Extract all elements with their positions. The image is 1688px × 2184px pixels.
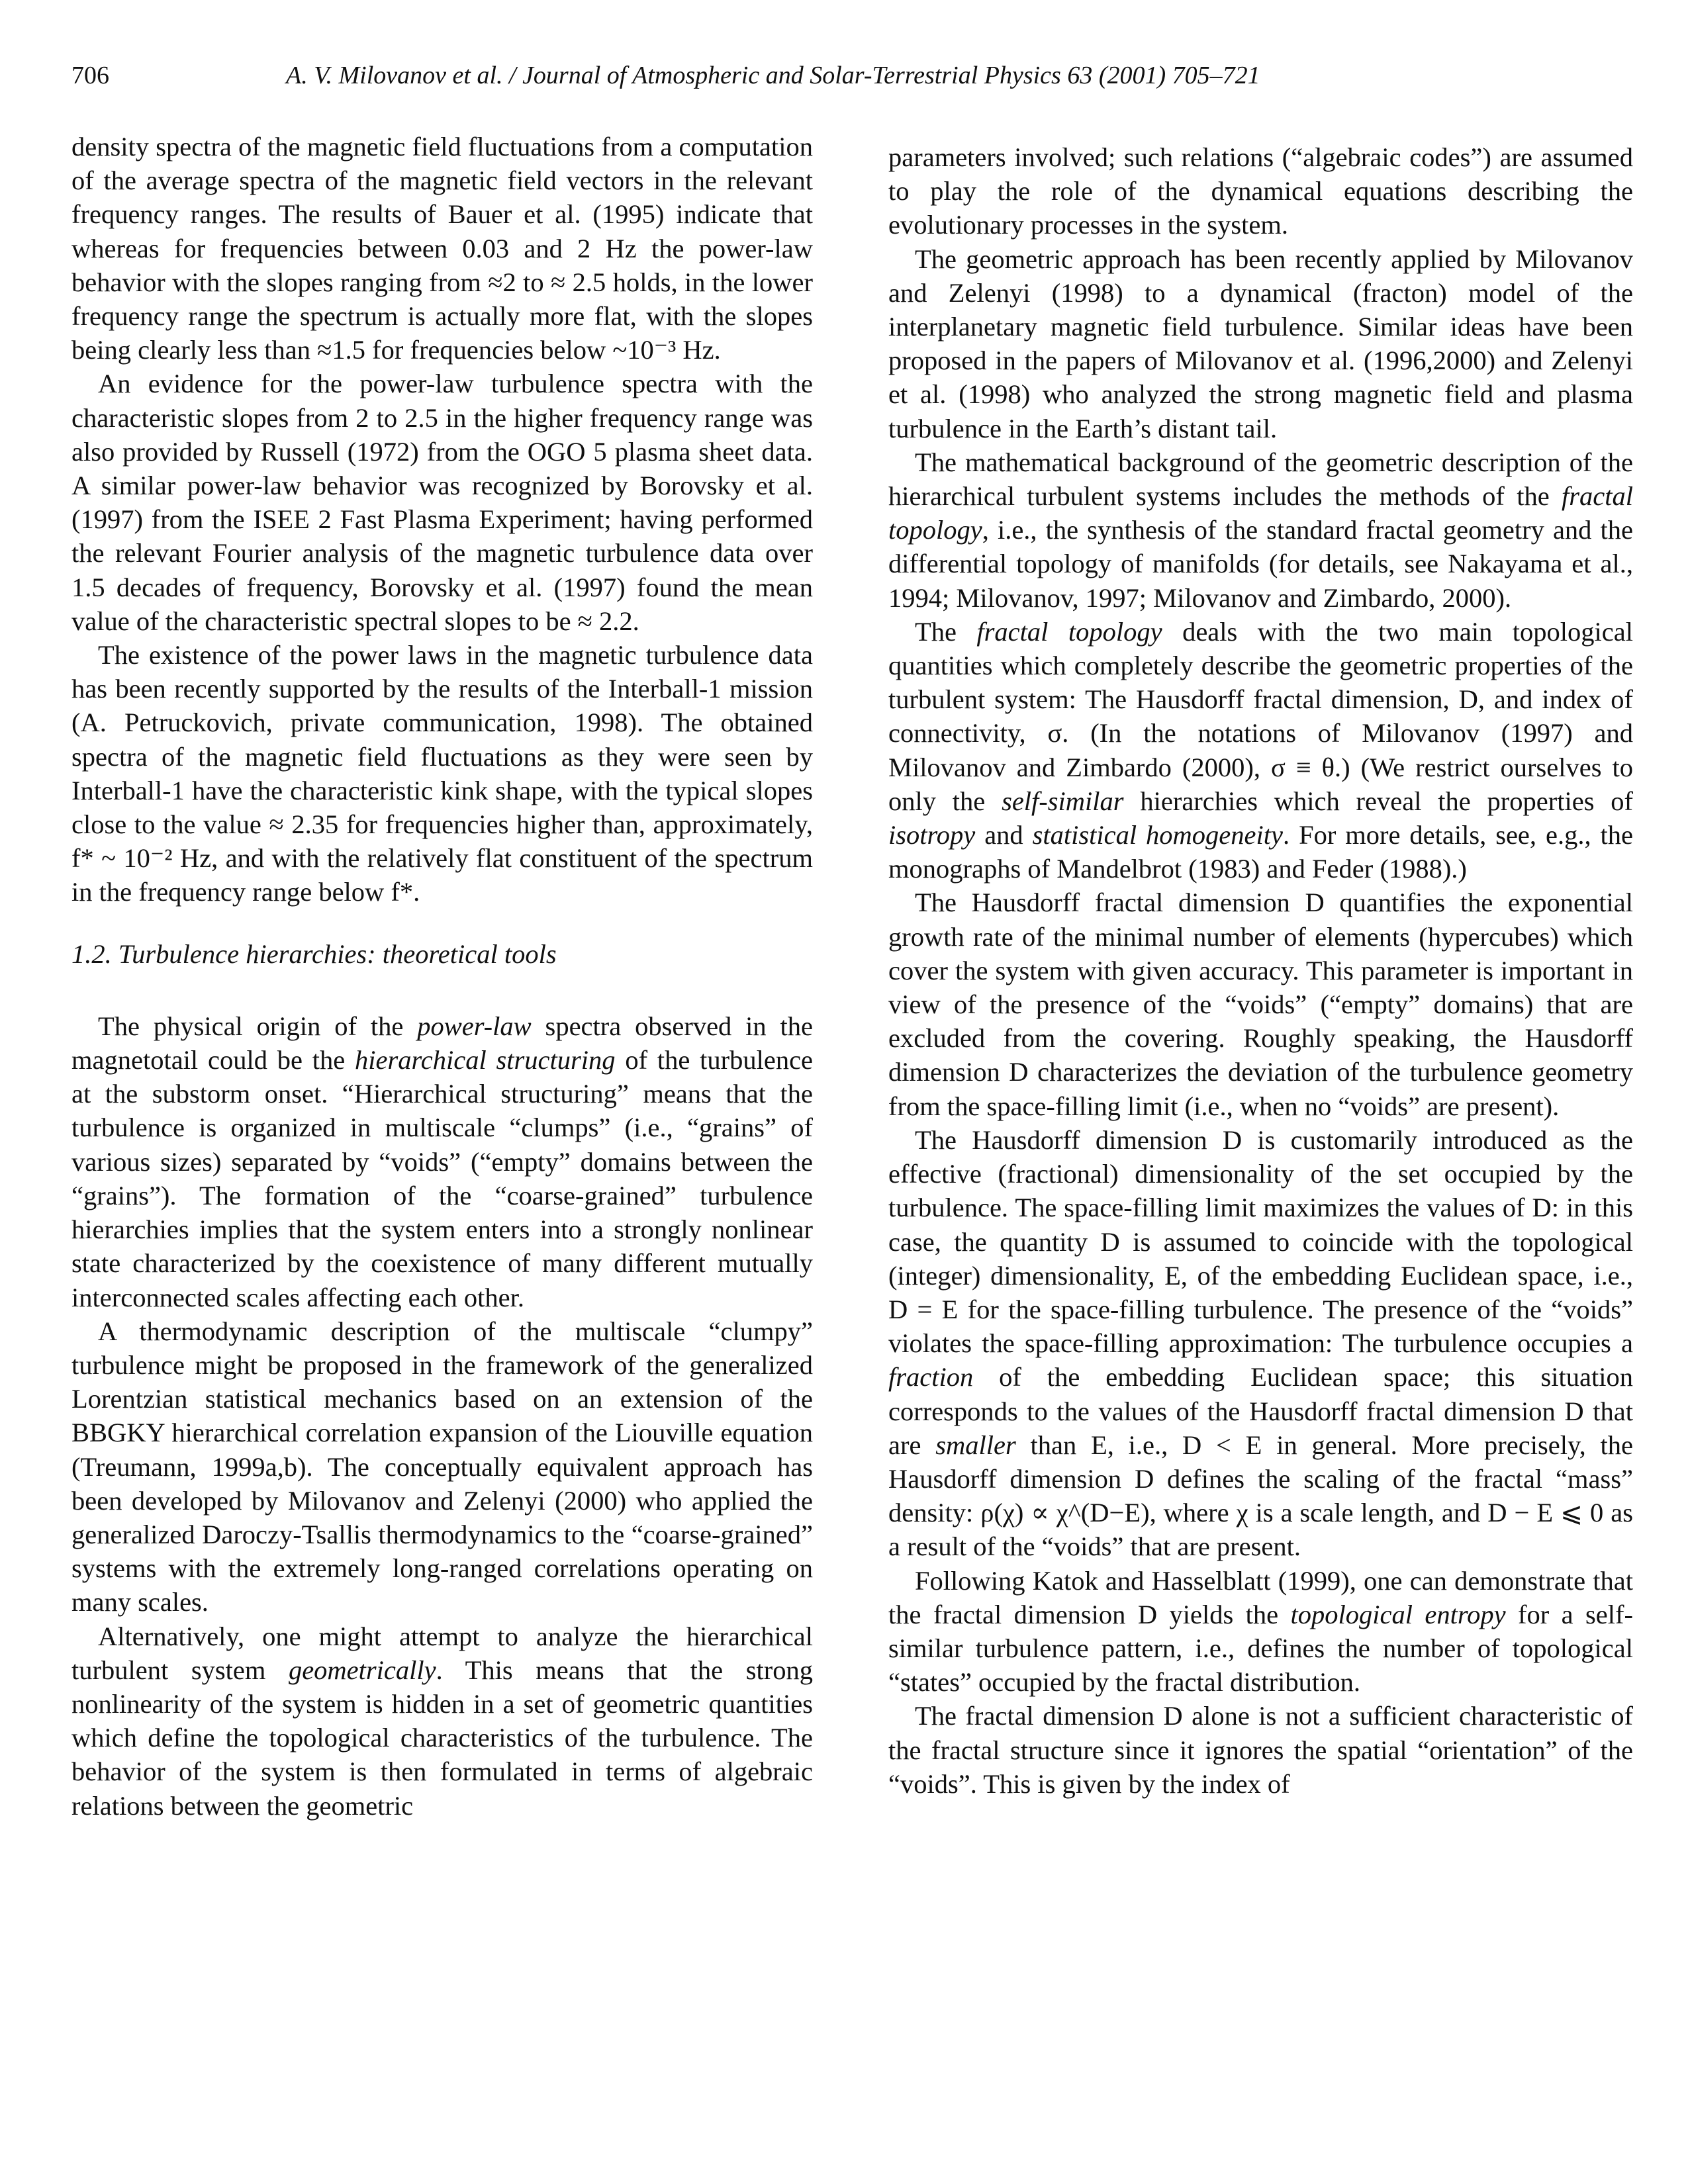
paragraph: An evidence for the power-law turbulence spectra with the characteristic slopes from 2 to 2.5 in the higher frequency range was also provided by Russell (1972) from the OGO 5 plasma sheet data. A similar power-law behavior was recognized by Borovsky et al. (1997) from the ISEE 2 Fast Plasma Experiment; having performed the relevant Fourier analysis of the magnetic turbulence data over 1.5 decades of frequency, Borovsky et al. (1997) found the mean value of the characteristic spectral slopes to be ≈ 2.2. — [71, 369, 813, 636]
emphasis: topological entropy — [1290, 1599, 1506, 1629]
text-segment: . For more details, see, e.g., the monographs of Mandelbrot (1983) and Feder (1988).) — [888, 820, 1633, 884]
paragraph: A thermodynamic description of the multiscale “clumpy” turbulence might be proposed in the framework of the generalized Lorentzian statistical mechanics based on an extension of the BBGKY hierarchical correlation expansion of the Liouville equation (Treumann, 1999a,b). The conceptually equivalent approach has been developed by Milovanov and Zelenyi (2000) who applied the generalized Daroczy-Tsallis thermodynamics to the “coarse-grained” systems with the extremely long-ranged correlations operating on many scales. — [71, 1316, 813, 1617]
emphasis: geometrically — [288, 1655, 436, 1685]
paragraph — [888, 1123, 1633, 1564]
paragraph: parameters involved; such relations (“algebraic codes”) are assumed to play the role of the dynamical equations describing the evolutionary processes in the system. — [888, 142, 1633, 240]
text-segment: hierarchies which reveal the properties of — [1123, 786, 1633, 816]
left-column — [71, 130, 813, 1823]
paragraph: The existence of the power laws in the magnetic turbulence data has been recently supported by the results of the Interball-1 mission (A. Petruckovich, private communication, 1998). The obtained spectra of the magnetic field fluctuations as they were seen by Interball-1 have the characteristic kink shape, with the typical slopes close to the value ≈ 2.35 for frequencies higher than, approximately, f* ~ 10⁻² Hz, and with the relatively flat constituent of the spectrum in the frequency range below f*. — [71, 640, 813, 907]
paragraph — [71, 1009, 813, 1314]
paragraph: The Hausdorff fractal dimension D quantifies the exponential growth rate of the minimal number of elements (hypercubes) which cover the system with given accuracy. This parameter is important in view of the presence of the “voids” (“empty” domains) that are excluded from the covering. Roughly speaking, the Hausdorff dimension D characterizes the deviation of the turbulence geometry from the space-filling limit (i.e., when no “voids” are present). — [888, 887, 1633, 1121]
section-heading: 1.2. Turbulence hierarchies: theoretical tools — [71, 938, 557, 969]
page-number: 706 — [71, 62, 109, 89]
text-segment: The — [915, 616, 977, 647]
paragraph: density spectra of the magnetic field fluctuations from a computation of the average spectra of the magnetic field vectors in the relevant frequency ranges. The results of Bauer et al. (1995) indicate that whereas for frequencies between 0.03 and 2 Hz the power-law behavior with the slopes ranging from ≈2 to ≈ 2.5 holds, in the lower frequency range the spectrum is actually more flat, with the slopes being clearly less than ≈1.5 for frequencies below ~10⁻³ Hz. — [71, 132, 813, 365]
emphasis: power-law — [417, 1011, 532, 1041]
text-segment: , i.e., the synthesis of the standard fractal geometry and the differential topology of manifolds (for details, see Nakayama et al., 1994; Milovanov, 1997; Milovanov and Zimbardo, 2000). — [888, 515, 1633, 613]
text-segment: Following Katok and Hasselblatt (1999), one can demonstrate that the fractal dimension D yields the — [888, 1565, 1633, 1629]
paragraph: The geometric approach has been recently applied by Milovanov and Zelenyi (1998) to a dynamical (fracton) model of the interplanetary magnetic field turbulence. Similar ideas have been proposed in the papers of Milovanov et al. (1996,2000) and Zelenyi et al. (1998) who analyzed the strong magnetic field and plasma turbulence in the Earth’s distant tail. — [888, 244, 1633, 443]
paragraph — [888, 615, 1633, 886]
running-head: A. V. Milovanov et al. / Journal of Atmospheric and Solar-Terrestrial Physics 63 (2001) 705–721 — [286, 62, 1260, 89]
emphasis: self-similar — [1002, 786, 1124, 816]
text-segment: deals with the two main topological quantities which completely describe the geometric properties of the turbulent system: The Hausdorff fractal dimension, D, and index of connectivity, σ. (In the notations of Milovanov (1997) and Milovanov and Zimbardo (2000), σ ≡ θ.) (We restrict ourselves to only the — [888, 616, 1633, 816]
paragraph — [888, 1564, 1633, 1700]
text-segment: . This means that the strong nonlinearity of the system is hidden in a set of geometric quantities which define the topological characteristics of the turbulence. The behavior of the system is then formulated in terms of algebraic relations between the geometric — [71, 1655, 813, 1821]
text-segment: than E, i.e., D < E in general. More precisely, the Hausdorff dimension D defines the scaling of the fractal “mass” density: ρ(χ) ∝ χ^(D−E), where χ is a scale length, and D − E ⩽ 0 as a result of the “voids” that are present. — [888, 1430, 1633, 1562]
emphasis: fractal topology — [976, 616, 1162, 647]
text-segment: of the embedding Euclidean space; this situation corresponds to the values of the Hausdorff fractal dimension D that are — [888, 1362, 1633, 1460]
text-segment: spectra observed in the magnetotail could be the — [71, 1011, 814, 1075]
text-segment: and — [975, 820, 1033, 850]
text-segment: for a self-similar turbulence pattern, i.e., defines the number of topological “states” occupied by the fractal distribution. — [888, 1599, 1633, 1698]
paragraph — [888, 445, 1633, 615]
emphasis: hierarchical structuring — [355, 1045, 616, 1075]
text-segment: Alternatively, one might attempt to analyze the hierarchical turbulent system — [71, 1621, 813, 1685]
emphasis: fraction — [888, 1362, 974, 1392]
emphasis: statistical homogeneity — [1032, 820, 1283, 850]
right-column — [888, 140, 1633, 1801]
text-segment: of the turbulence at the substorm onset. “Hierarchical structuring” means that the turbulence is organized in multiscale “clumps” (i.e., “grains” of various sizes) separated by “voids” (“empty” domains between the “grains”). The formation of the “coarse-grained” turbulence hierarchies implies that the system enters into a strongly nonlinear state characterized by the coexistence of many different mutually interconnected scales affecting each other. — [71, 1045, 814, 1312]
paragraph: The fractal dimension D alone is not a sufficient characteristic of the fractal structure since it ignores the spatial “orientation” of the “voids”. This is given by the index of — [888, 1701, 1633, 1799]
text-segment: The mathematical background of the geometric description of the hierarchical turbulent systems includes the methods of the — [888, 447, 1633, 512]
emphasis: fractal topology — [888, 481, 1633, 545]
emphasis: isotropy — [888, 820, 976, 850]
text-segment: The Hausdorff dimension D is customarily introduced as the effective (fractional) dimensionality of the set occupied by the turbulence. The space-filling limit maximizes the values of D: in this case, the quantity D is assumed to coincide with the topological (integer) dimensionality, E, of the embedding Euclidean space, i.e., D = E for the space-filling turbulence. The presence of the “voids” violates the space-filling approximation: The turbulence occupies a — [888, 1124, 1633, 1359]
text-segment: The physical origin of the — [98, 1011, 418, 1041]
emphasis: smaller — [935, 1430, 1016, 1460]
paragraph — [71, 1619, 813, 1823]
